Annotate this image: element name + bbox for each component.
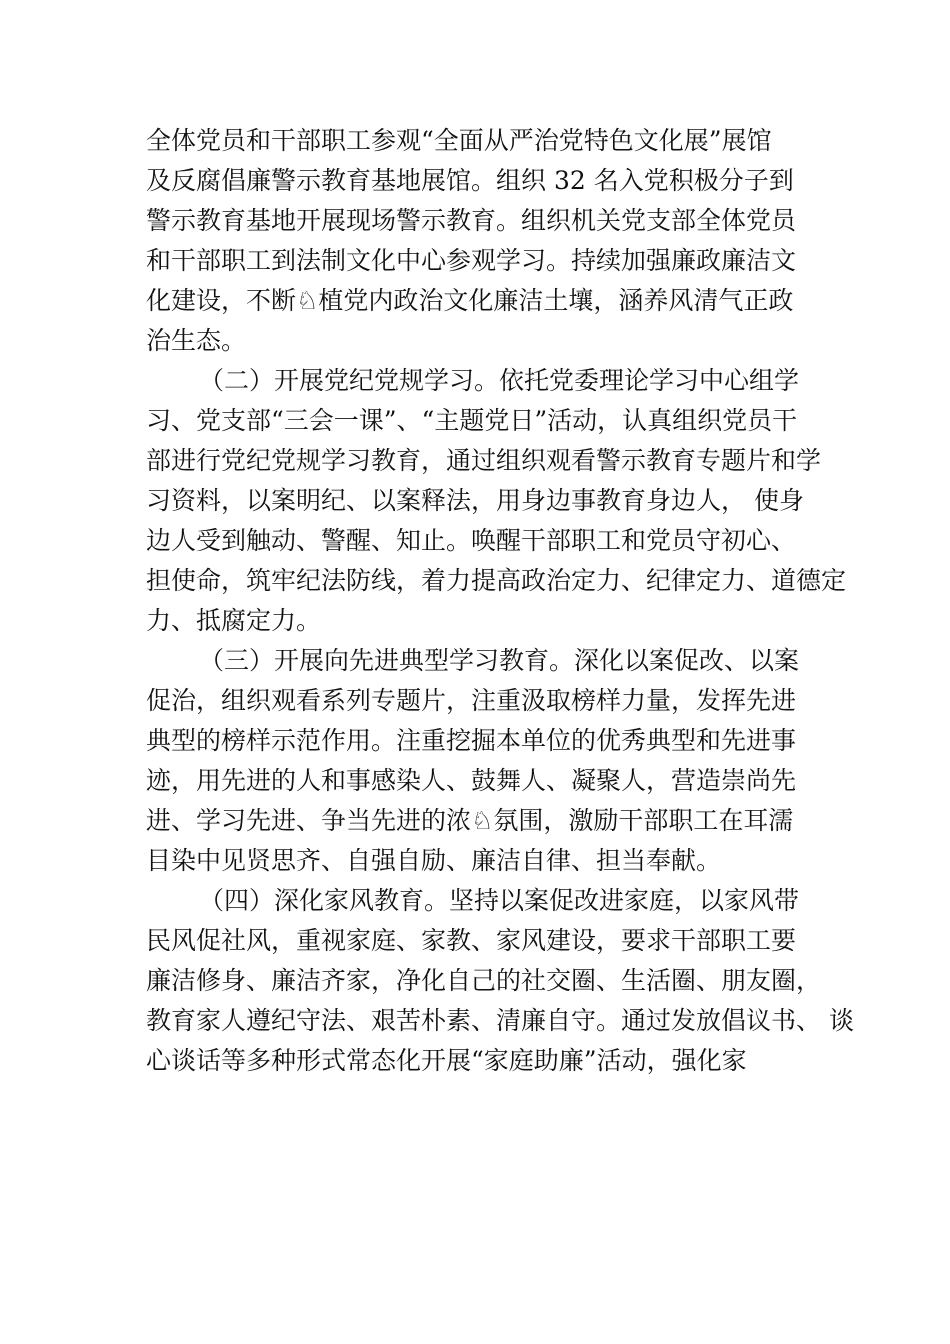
text-line: 治生态。: [146, 326, 247, 355]
text-line: 迹，用先进的人和事感染人、鼓舞人、凝聚人，营造崇尚先: [146, 766, 797, 795]
text-line: 民风促社风，重视家庭、家教、家风建设，要求干部职工要: [146, 926, 797, 955]
text-line: 边人受到触动、警醒、知止。唤醒干部职工和党员守初心、: [146, 526, 797, 555]
paragraph-heading-4: （四）深化家风教育。坚持以案促改进家庭，以家风带: [199, 886, 800, 915]
paragraph-heading-3: （三）开展向先进典型学习教育。深化以案促改、以案: [199, 646, 800, 675]
text-line: 目染中见贤思齐、自强自励、廉洁自律、担当奉献。: [146, 846, 722, 875]
text-line: 担使命，筑牢纪法防线，着力提高政治定力、纪律定力、道德定: [146, 566, 847, 595]
text-line: 及反腐倡廉警示教育基地展馆。组织 32 名入党积极分子到: [146, 166, 794, 195]
text-line: 典型的榜样示范作用。注重挖掘本单位的优秀典型和先进事: [146, 726, 797, 755]
text-line: 进、学习先进、争当先进的浓♘氛围，激励干部职工在耳濡: [146, 806, 794, 835]
text-line: 全体党员和干部职工参观“全面从严治党特色文化展”展馆: [146, 126, 772, 155]
text-line: 习、党支部“三会一课”、“主题党日”活动，认真组织党员干: [146, 406, 798, 435]
text-line: 部进行党纪党规学习教育，通过组织观看警示教育专题片和学: [146, 446, 822, 475]
text-line: 习资料，以案明纪、以案释法，用身边事教育身边人， 使身: [146, 486, 804, 515]
text-line: 力、抵腐定力。: [146, 606, 322, 635]
text-line: 化建设，不断♘植党内政治文化廉洁土壤，涵养风清气正政: [146, 286, 794, 315]
paragraph-heading-2: （二）开展党纪党规学习。依托党委理论学习中心组学: [199, 366, 800, 395]
text-line: 教育家人遵纪守法、艰苦朴素、清廉自守。通过发放倡议书、 谈: [146, 1006, 854, 1035]
text-line: 廉洁修身、廉洁齐家，净化自己的社交圈、生活圈、朋友圈，: [146, 966, 822, 995]
text-line: 心谈话等多种形式常态化开展“家庭助廉”活动，强化家: [146, 1046, 747, 1075]
text-line: 警示教育基地开展现场警示教育。组织机关党支部全体党员: [146, 206, 797, 235]
text-line: 促治，组织观看系列专题片，注重汲取榜样力量，发挥先进: [146, 686, 797, 715]
text-line: 和干部职工到法制文化中心参观学习。持续加强廉政廉洁文: [146, 246, 797, 275]
